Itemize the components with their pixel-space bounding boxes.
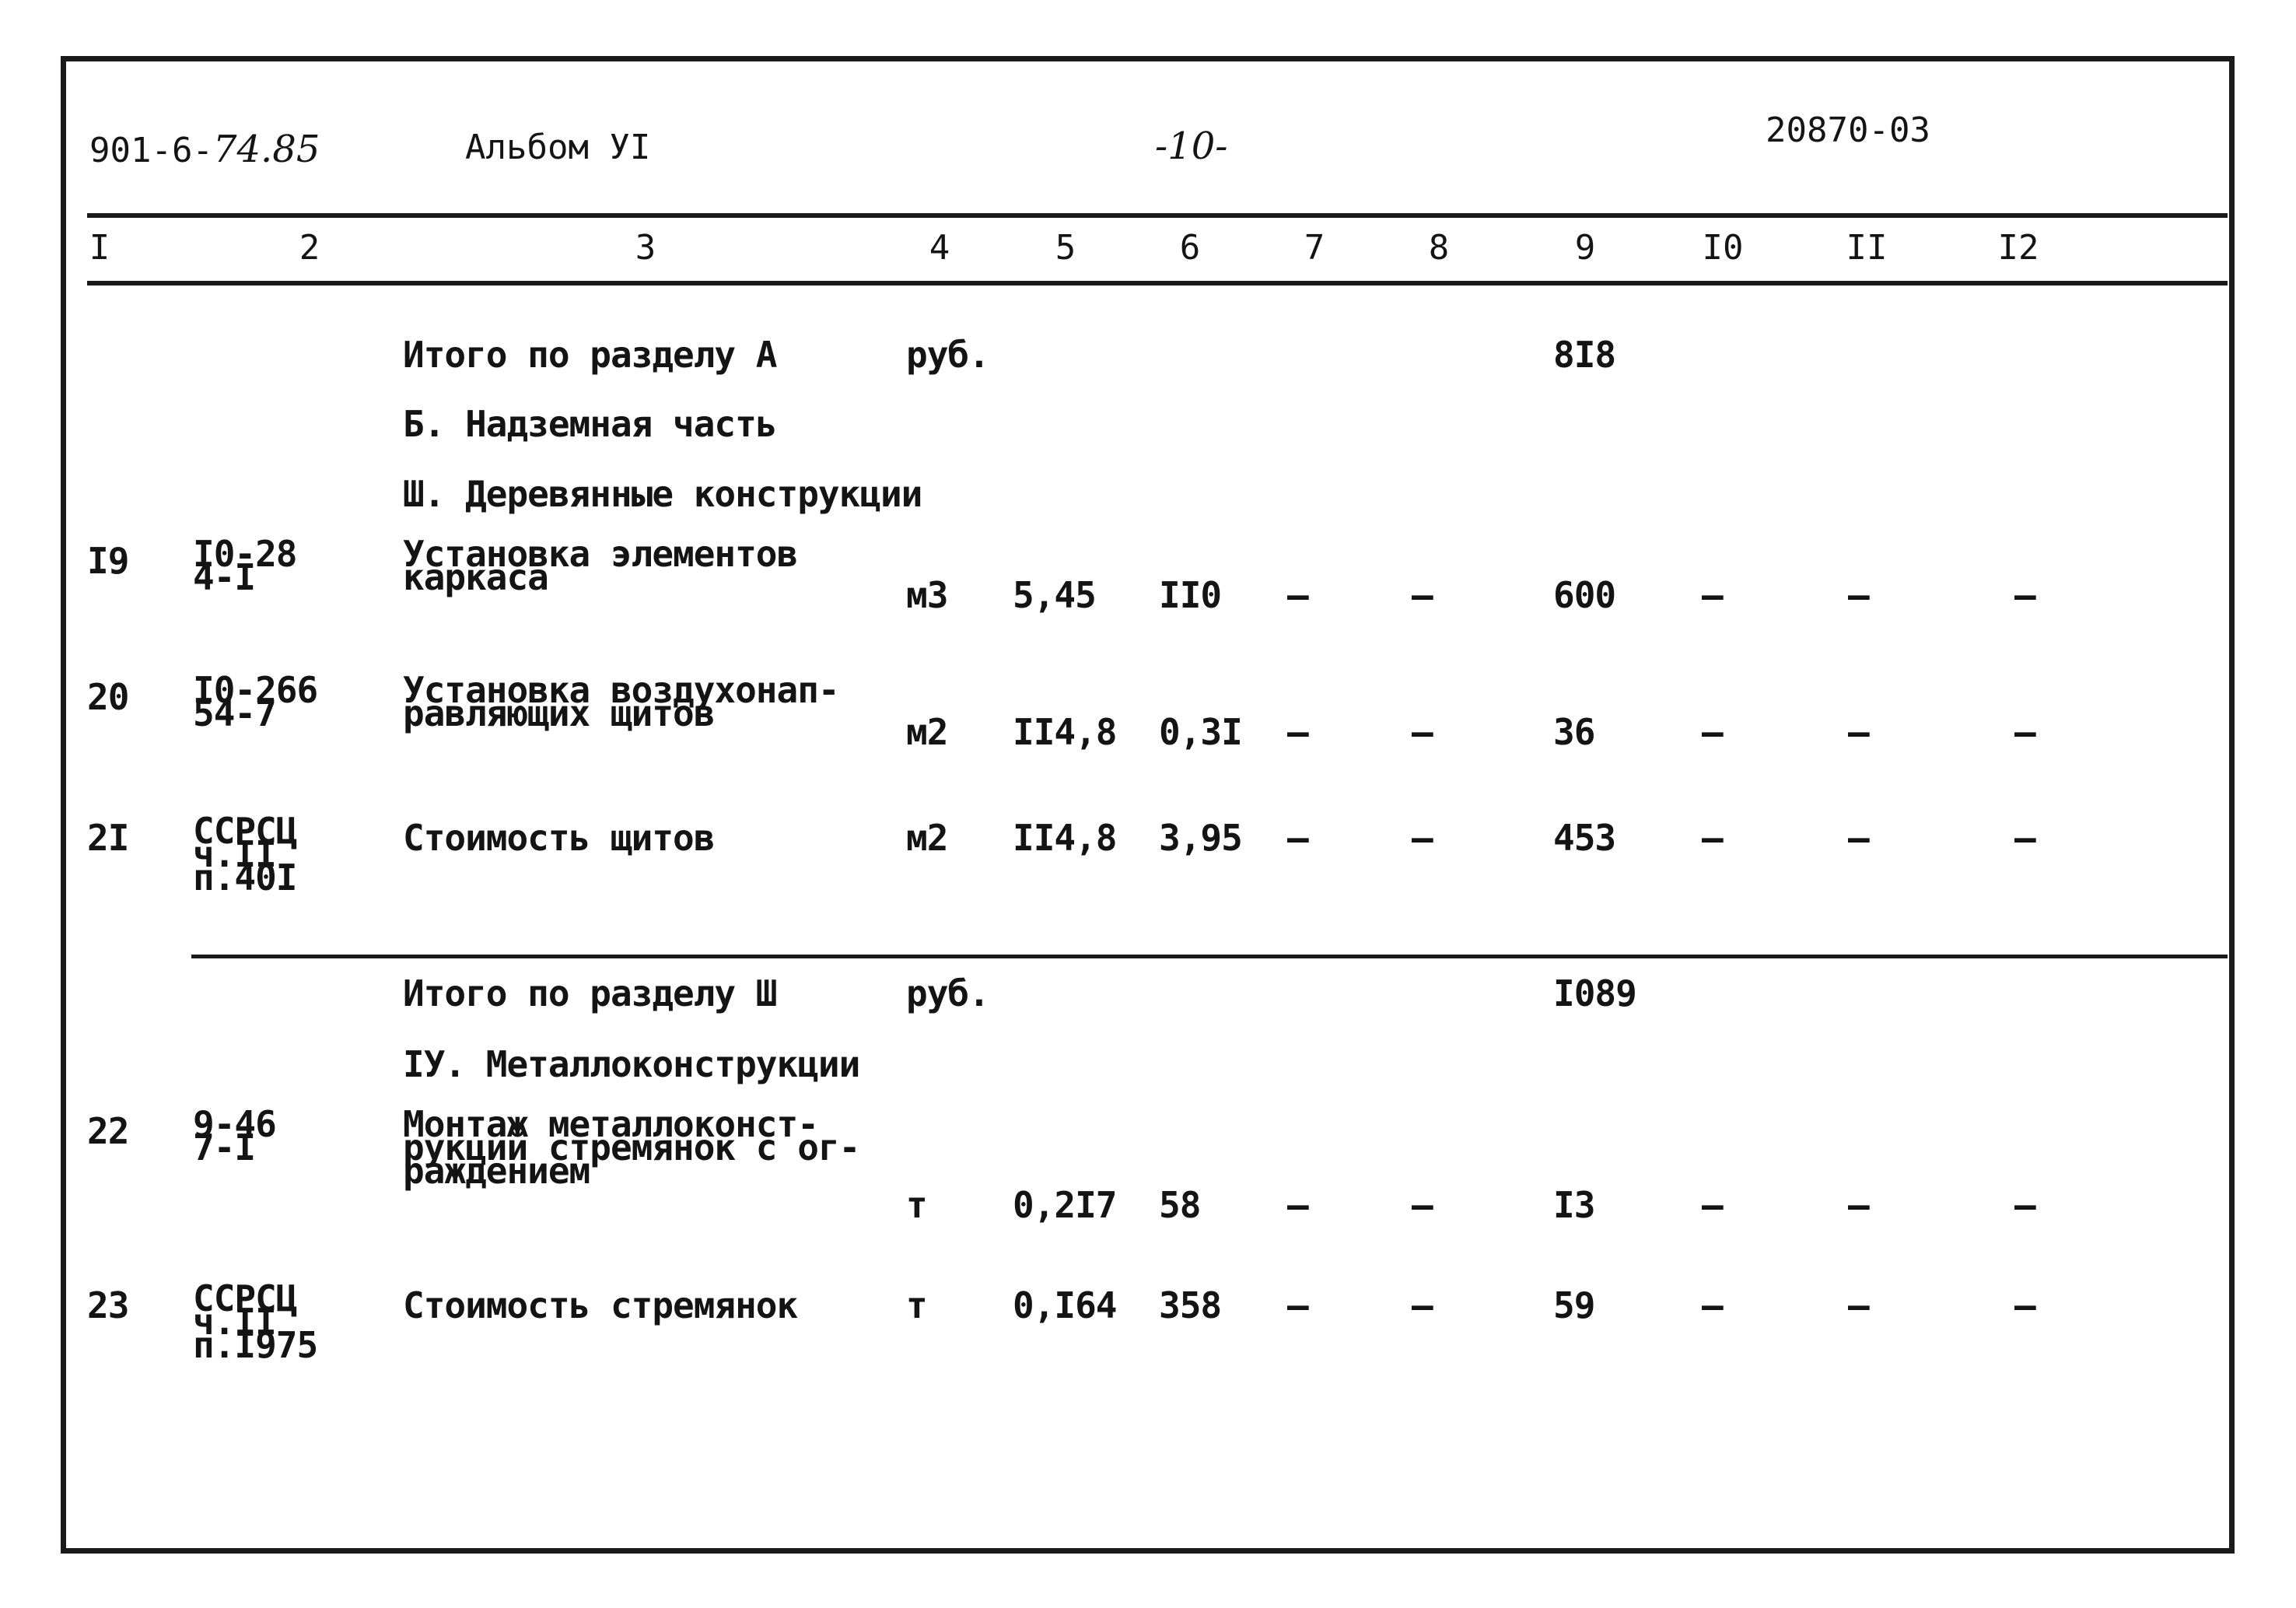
- designation: [89, 128, 320, 171]
- item-23-c7: –: [1287, 1284, 1308, 1326]
- album-label: Альбом УI: [465, 128, 651, 167]
- row-total-3-unit: руб.: [906, 972, 989, 1014]
- item-20-code: I0-266 54-7: [193, 669, 318, 734]
- item-19-unit: м3: [906, 574, 948, 616]
- item-23-c10: –: [1702, 1284, 1723, 1326]
- item-23-c11: –: [1848, 1284, 1869, 1326]
- subtotal-rule: [191, 955, 2228, 958]
- item-23-price: 358: [1159, 1284, 1222, 1326]
- section-4-heading: IУ. Металлоконструкции: [403, 1043, 860, 1085]
- item-22-code: 9-46 7-I: [193, 1103, 276, 1168]
- row-total-3-desc: Итого по разделу Ш: [403, 972, 777, 1014]
- item-22-qty: 0,2I7: [1013, 1184, 1117, 1226]
- col-8: 8: [1428, 228, 1450, 268]
- item-22-num: 22: [87, 1110, 129, 1152]
- item-20-price: 0,3I: [1159, 711, 1242, 753]
- col-10: I0: [1702, 228, 1744, 268]
- item-20-c10: –: [1702, 711, 1723, 753]
- item-23-c8: –: [1412, 1284, 1433, 1326]
- page-number: -10-: [1155, 124, 1228, 168]
- item-19-c8: –: [1412, 574, 1433, 616]
- item-20-unit: м2: [906, 711, 948, 753]
- col-4: 4: [929, 228, 950, 268]
- section-3-heading: Ш. Деревянные конструкции: [403, 473, 922, 515]
- item-21-num: 2I: [87, 817, 129, 859]
- header-top-rule: [87, 213, 2228, 218]
- item-21-c8: –: [1412, 817, 1433, 859]
- document-code: 20870-03: [1766, 110, 1930, 150]
- item-19-qty: 5,45: [1013, 574, 1096, 616]
- row-total-3-sum: I089: [1553, 972, 1636, 1014]
- row-total-a-desc: Итого по разделу А: [403, 334, 777, 376]
- item-19-desc: Установка элементов каркаса: [403, 533, 798, 598]
- item-19-c10: –: [1702, 574, 1723, 616]
- item-23-desc: Стоимость стремянок: [403, 1284, 798, 1326]
- item-23-code: ССРСЦ ч.II п.I975: [193, 1277, 318, 1366]
- item-19-c9: 600: [1553, 574, 1616, 616]
- col-1: I: [89, 228, 110, 268]
- item-21-desc: Стоимость щитов: [403, 817, 715, 859]
- item-22-c12: –: [2014, 1184, 2035, 1226]
- item-19-c11: –: [1848, 574, 1869, 616]
- item-23-num: 23: [87, 1284, 129, 1326]
- item-21-c9: 453: [1553, 817, 1616, 859]
- item-19-num: I9: [87, 540, 129, 582]
- item-22-unit: т: [906, 1184, 927, 1226]
- item-21-c12: –: [2014, 817, 2035, 859]
- row-total-a-sum: 8I8: [1553, 334, 1616, 376]
- item-21-price: 3,95: [1159, 817, 1242, 859]
- item-22-c7: –: [1287, 1184, 1308, 1226]
- item-19-c12: –: [2014, 574, 2035, 616]
- item-21-c11: –: [1848, 817, 1869, 859]
- designation-handwritten: 74.85: [212, 128, 320, 171]
- item-21-unit: м2: [906, 817, 948, 859]
- item-22-c9: I3: [1553, 1184, 1595, 1226]
- col-2: 2: [299, 228, 320, 268]
- col-12: I2: [1997, 228, 2039, 268]
- col-9: 9: [1574, 228, 1596, 268]
- item-19-code: I0-28 4-I: [193, 533, 297, 598]
- item-22-c11: –: [1848, 1184, 1869, 1226]
- item-19-price: II0: [1159, 574, 1222, 616]
- item-22-c8: –: [1412, 1184, 1433, 1226]
- col-11: II: [1846, 228, 1888, 268]
- col-6: 6: [1179, 228, 1201, 268]
- item-20-c12: –: [2014, 711, 2035, 753]
- item-21-c10: –: [1702, 817, 1723, 859]
- item-22-c10: –: [1702, 1184, 1723, 1226]
- item-21-c7: –: [1287, 817, 1308, 859]
- section-b-heading: Б. Надземная часть: [403, 403, 777, 445]
- item-23-qty: 0,I64: [1013, 1284, 1117, 1326]
- item-23-unit: т: [906, 1284, 927, 1326]
- item-20-c8: –: [1412, 711, 1433, 753]
- item-22-desc: Монтаж металлоконст- рукций стремянок с ог- раждением: [403, 1103, 860, 1192]
- item-19-c7: –: [1287, 574, 1308, 616]
- row-total-a-unit: руб.: [906, 334, 989, 376]
- col-5: 5: [1055, 228, 1076, 268]
- col-7: 7: [1304, 228, 1325, 268]
- item-20-c7: –: [1287, 711, 1308, 753]
- item-23-c12: –: [2014, 1284, 2035, 1326]
- header-bottom-rule: [87, 281, 2228, 286]
- item-21-code: ССРСЦ ч.II п.40I: [193, 810, 297, 899]
- item-23-c9: 59: [1553, 1284, 1595, 1326]
- item-20-c9: 36: [1553, 711, 1595, 753]
- item-20-qty: II4,8: [1013, 711, 1117, 753]
- designation-print: 901-6-: [89, 131, 213, 170]
- item-22-price: 58: [1159, 1184, 1201, 1226]
- col-3: 3: [635, 228, 656, 268]
- item-21-qty: II4,8: [1013, 817, 1117, 859]
- item-20-c11: –: [1848, 711, 1869, 753]
- item-20-desc: Установка воздухонап- равляющих щитов: [403, 669, 839, 734]
- item-20-num: 20: [87, 676, 129, 718]
